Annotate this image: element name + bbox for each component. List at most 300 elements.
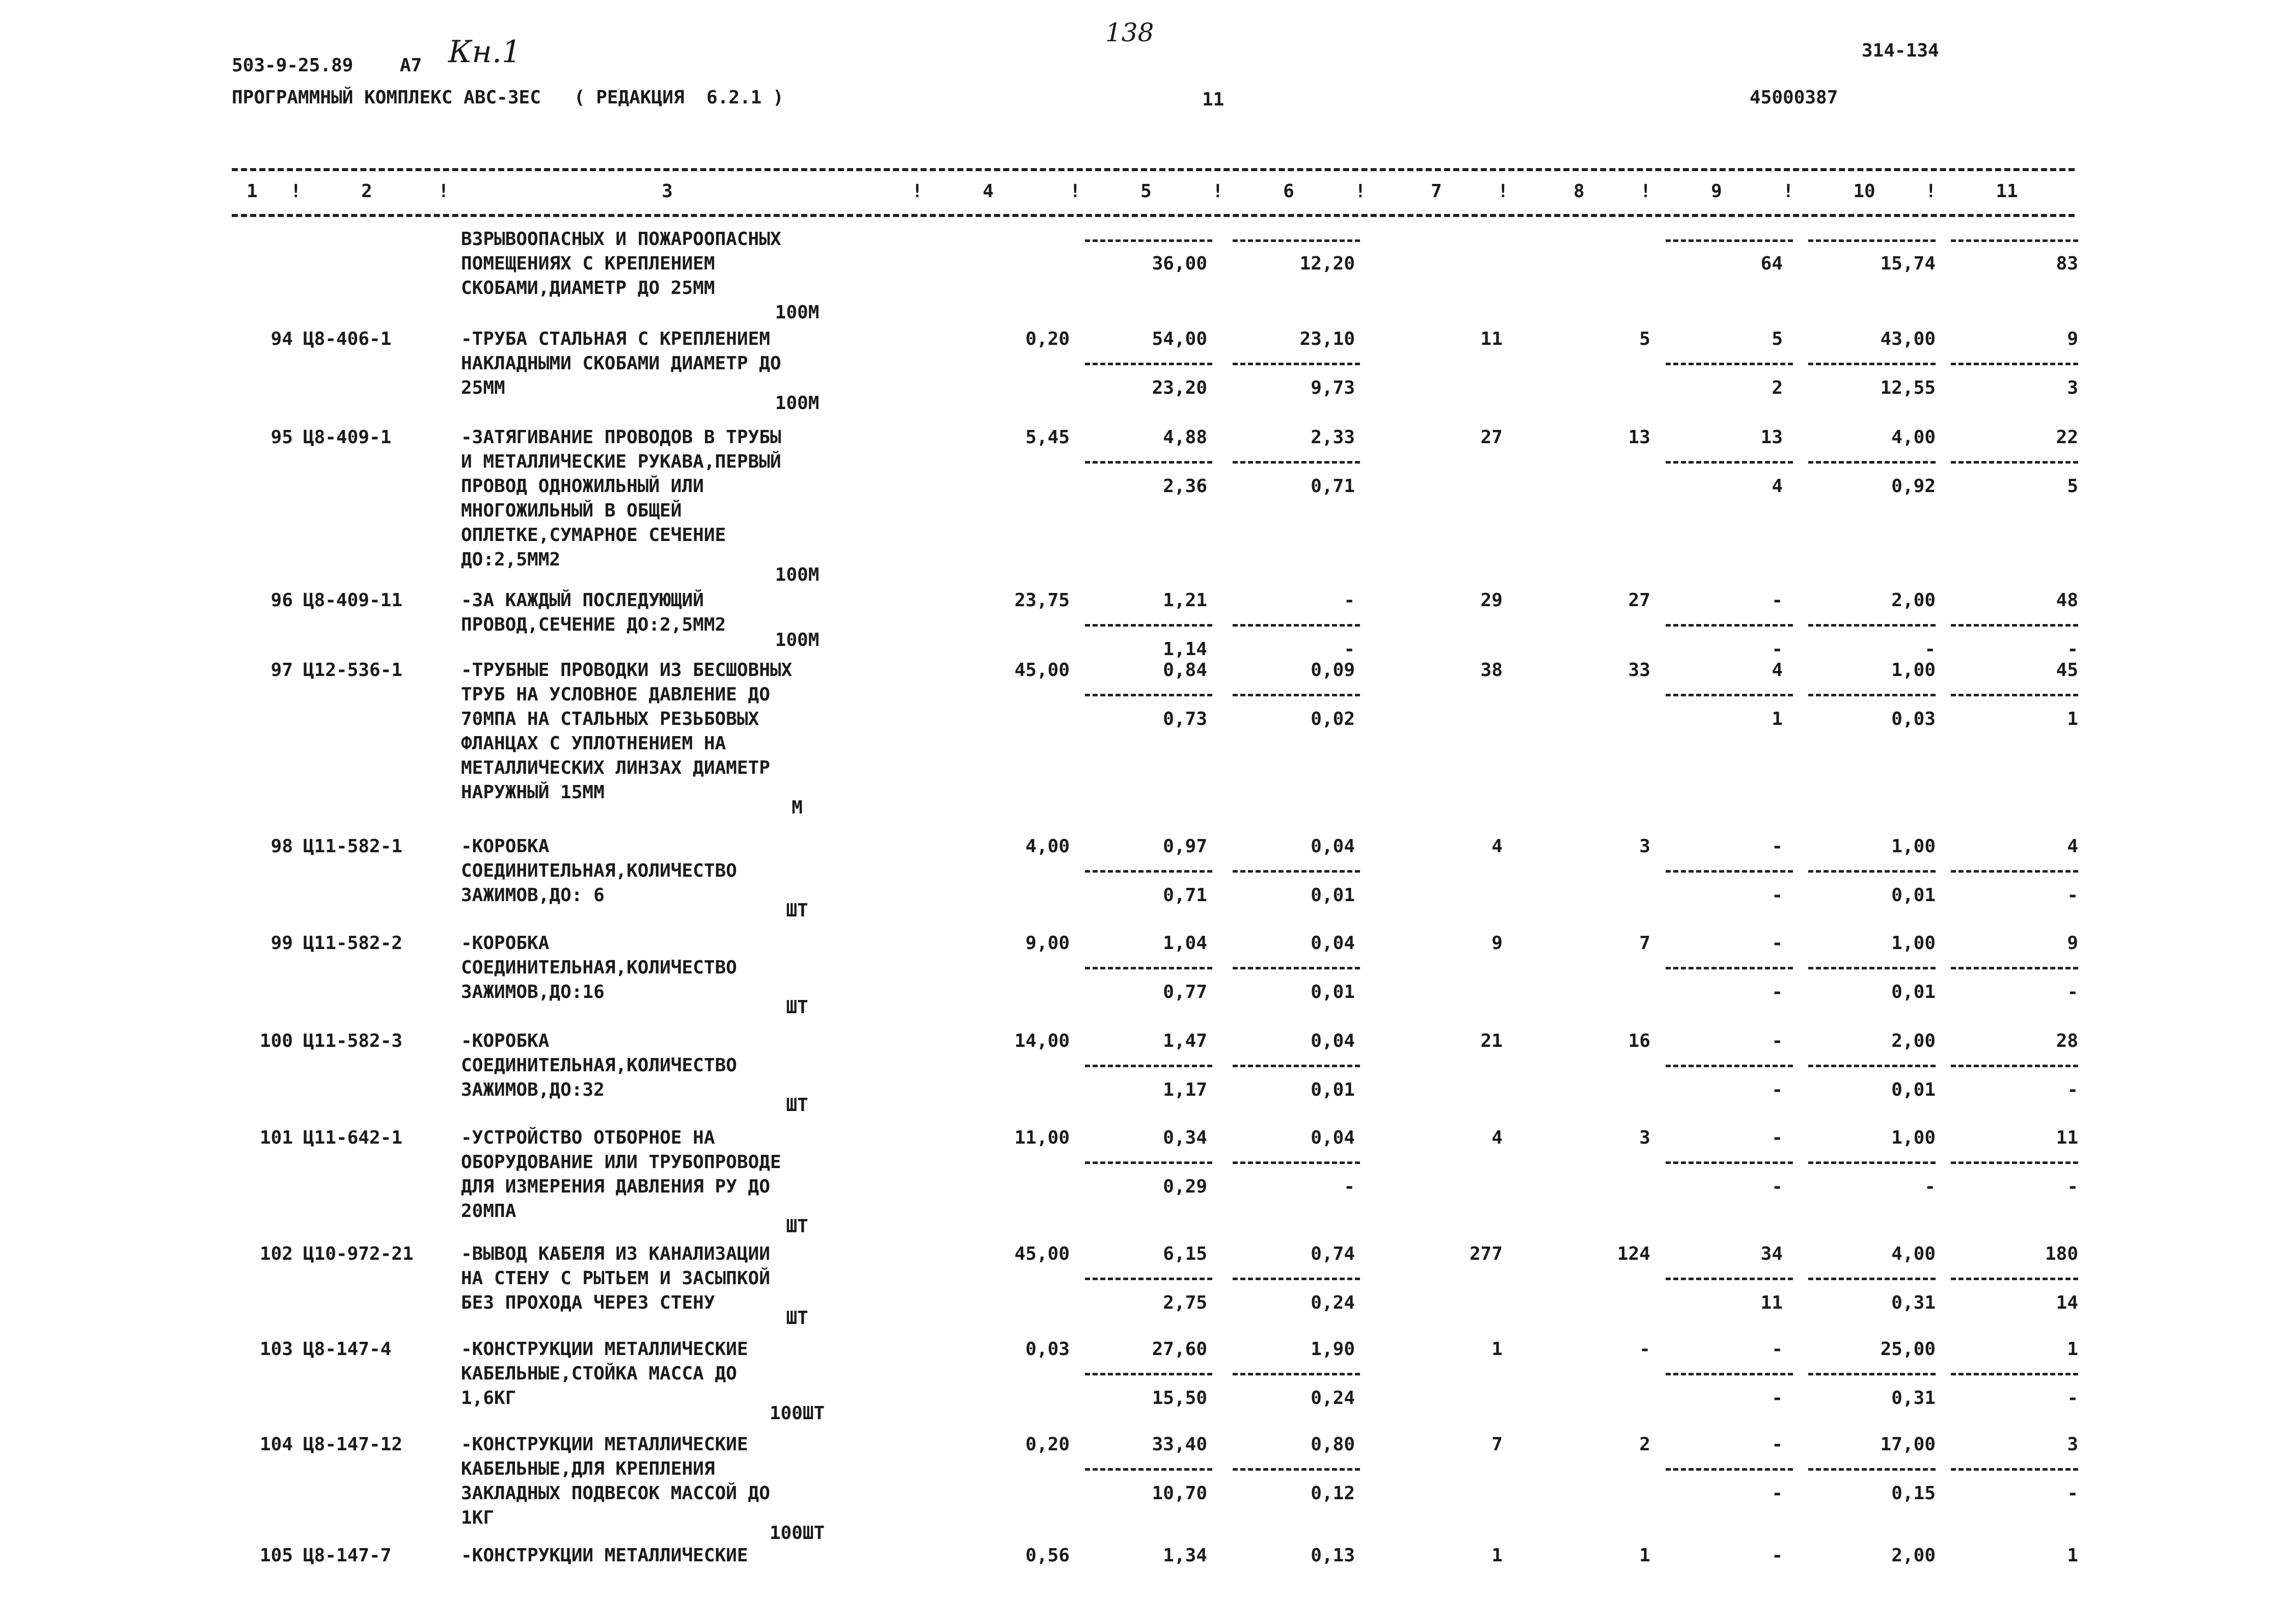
value-col9: 13 <box>1760 427 1783 448</box>
description-line: -УСТРОЙСТВО ОТБОРНОЕ НА <box>461 1127 715 1148</box>
value-col4: 4,00 <box>1025 836 1070 857</box>
value-col6: 0,04 <box>1311 933 1355 954</box>
value-col8: 7 <box>1639 933 1650 954</box>
description-line: -ВЫВОД КАБЕЛЯ ИЗ КАНАЛИЗАЦИИ <box>461 1243 770 1264</box>
value-col6: 23,10 <box>1299 329 1355 349</box>
description-line: НАРУЖНЫЙ 15ММ <box>461 782 605 803</box>
value-col4: 0,03 <box>1025 1339 1070 1360</box>
description-line: ЗАЖИМОВ,ДО:16 <box>461 982 605 1003</box>
value-col5: 1,21 <box>1163 590 1207 611</box>
value-col9: - <box>1772 1434 1783 1455</box>
divider <box>1666 967 1793 969</box>
row-code: Ц8-409-11 <box>303 590 403 611</box>
description-line: -ЗА КАЖДЫЙ ПОСЛЕДУЮЩИЙ <box>461 590 704 611</box>
description-line: ТРУБ НА УСЛОВНОЕ ДАВЛЕНИЕ ДО <box>461 684 770 705</box>
value-col10: 15,74 <box>1880 253 1936 274</box>
value-col9: - <box>1772 836 1783 857</box>
value-col4: 9,00 <box>1025 933 1070 954</box>
value-col6-second: 0,01 <box>1311 1079 1355 1100</box>
divider <box>1085 870 1212 873</box>
value-col6: 0,04 <box>1311 1031 1355 1051</box>
row-description <box>461 1029 970 1102</box>
divider <box>1233 1278 1360 1280</box>
col-separator: ! <box>1925 181 1937 202</box>
description-line: СОЕДИНИТЕЛЬНАЯ,КОЛИЧЕСТВО <box>461 860 737 881</box>
value-col4: 5,45 <box>1025 427 1070 448</box>
row-description <box>461 1544 970 1568</box>
value-col10-second: - <box>1924 1176 1936 1197</box>
row-number: 102 <box>259 1243 293 1264</box>
description-line: ОПЛЕТКЕ,СУМАРНОЕ СЕЧЕНИЕ <box>461 525 726 546</box>
value-col5: 0,97 <box>1163 836 1207 857</box>
value-col6: 12,20 <box>1299 253 1355 274</box>
value-col10-second: 0,01 <box>1891 885 1936 906</box>
row-description <box>461 588 970 637</box>
value-col5-second: 0,77 <box>1163 982 1207 1003</box>
value-col5: 33,40 <box>1152 1434 1207 1455</box>
value-col11: 1 <box>2067 1339 2078 1360</box>
description-line: -ЗАТЯГИВАНИЕ ПРОВОДОВ В ТРУБЫ <box>461 427 781 448</box>
value-col10-second: 12,55 <box>1880 377 1936 398</box>
divider <box>1808 694 1936 696</box>
divider <box>1233 239 1360 242</box>
ref-code: 314-134 <box>1862 40 1939 61</box>
description-line: КАБЕЛЬНЫЕ,СТОЙКА МАССА ДО <box>461 1363 737 1384</box>
value-col7: 21 <box>1480 1031 1503 1051</box>
divider <box>1085 1373 1212 1375</box>
page-number: 11 <box>1202 89 1224 110</box>
value-col9: - <box>1772 1545 1783 1566</box>
description-line: СОЕДИНИТЕЛЬНАЯ,КОЛИЧЕСТВО <box>461 1055 737 1076</box>
value-col9: - <box>1772 1127 1783 1148</box>
value-col11-second: 3 <box>2067 377 2078 398</box>
description-line: ПРОВОД ОДНОЖИЛЬНЫЙ ИЛИ <box>461 476 704 497</box>
description-line: -КОРОБКА <box>461 1031 550 1051</box>
value-col4: 0,20 <box>1025 329 1070 349</box>
value-col10: 1,00 <box>1891 660 1936 681</box>
col-header-9: 9 <box>1711 181 1722 202</box>
unit: 100ШТ <box>769 1403 825 1424</box>
row-description <box>461 327 970 400</box>
col-separator: ! <box>290 181 302 202</box>
divider <box>1808 1161 1936 1164</box>
description-line: БЕЗ ПРОХОДА ЧЕРЕЗ СТЕНУ <box>461 1292 715 1313</box>
row-code: Ц8-147-7 <box>303 1545 392 1566</box>
value-col6: 2,33 <box>1311 427 1355 448</box>
value-col5-second: 0,29 <box>1163 1176 1207 1197</box>
description-line: НА СТЕНУ С РЫТЬЕМ И ЗАСЫПКОЙ <box>461 1268 770 1289</box>
description-line: НАКЛАДНЫМИ СКОБАМИ ДИАМЕТР ДО <box>461 353 781 374</box>
divider <box>1808 239 1936 242</box>
value-col5: 1,04 <box>1163 933 1207 954</box>
description-line: ДО:2,5ММ2 <box>461 549 561 570</box>
value-col10-second: 0,31 <box>1891 1292 1936 1313</box>
col-separator: ! <box>1070 181 1081 202</box>
divider <box>1233 967 1360 969</box>
value-col9-second: - <box>1772 982 1783 1003</box>
divider <box>1233 1373 1360 1375</box>
divider <box>1951 967 2078 969</box>
row-number: 95 <box>270 427 293 448</box>
value-col8: 13 <box>1628 427 1650 448</box>
unit: 100ШТ <box>769 1523 825 1544</box>
divider <box>1808 1278 1936 1280</box>
description-line: ЗАЖИМОВ,ДО: 6 <box>461 885 605 906</box>
value-col9: 34 <box>1760 1243 1783 1264</box>
divider <box>1951 363 2078 365</box>
unit: 100М <box>775 630 820 651</box>
value-col10: 43,00 <box>1880 329 1936 349</box>
value-col4: 23,75 <box>1014 590 1070 611</box>
value-col6-second: - <box>1344 639 1355 660</box>
divider <box>1666 624 1793 627</box>
col-header-1: 1 <box>247 181 258 202</box>
divider <box>1085 694 1212 696</box>
value-col10: 2,00 <box>1891 1545 1936 1566</box>
value-col11-second: - <box>2067 1079 2078 1100</box>
value-col11: 45 <box>2056 660 2078 681</box>
description-line: -ТРУБНЫЕ ПРОВОДКИ ИЗ БЕСШОВНЫХ <box>461 660 793 681</box>
value-col10: 4,00 <box>1891 1243 1936 1264</box>
value-col10: 2,00 <box>1891 590 1936 611</box>
divider <box>1951 870 2078 873</box>
value-col11-second: - <box>2067 885 2078 906</box>
divider <box>1808 461 1936 464</box>
value-col9-second: - <box>1772 639 1783 660</box>
value-col6: 0,74 <box>1311 1243 1355 1264</box>
description-line: 20МПА <box>461 1201 516 1222</box>
value-col10: 17,00 <box>1880 1434 1936 1455</box>
value-col10: 1,00 <box>1891 933 1936 954</box>
divider <box>1085 624 1212 627</box>
value-col11: 9 <box>2067 329 2078 349</box>
value-col6-second: 0,24 <box>1311 1292 1355 1313</box>
value-col10-second: 0,01 <box>1891 1079 1936 1100</box>
value-col10: 25,00 <box>1880 1339 1936 1360</box>
divider <box>1951 1161 2078 1164</box>
row-number: 105 <box>259 1545 293 1566</box>
value-col6-second: 0,12 <box>1311 1483 1355 1504</box>
value-col7: 1 <box>1491 1339 1503 1360</box>
col-header-11: 11 <box>1996 181 2018 202</box>
row-code: Ц8-409-1 <box>303 427 392 448</box>
col-separator: ! <box>1212 181 1223 202</box>
value-col11: 180 <box>2045 1243 2078 1264</box>
unit: ШТ <box>786 1216 808 1237</box>
row-code: Ц10-972-21 <box>303 1243 414 1264</box>
value-col9: 4 <box>1772 660 1783 681</box>
doc-code: 503-9-25.89 <box>232 55 353 76</box>
col-separator: ! <box>438 181 449 202</box>
description-line: МНОГОЖИЛЬНЫЙ В ОБЩЕЙ <box>461 500 682 521</box>
value-col4: 45,00 <box>1014 660 1070 681</box>
description-line: КАБЕЛЬНЫЕ,ДЛЯ КРЕПЛЕНИЯ <box>461 1458 715 1479</box>
divider <box>1233 1468 1360 1471</box>
value-col11-second: - <box>2067 1388 2078 1409</box>
col-header-3: 3 <box>662 181 673 202</box>
description-line: -КОРОБКА <box>461 933 550 954</box>
value-col9-second: - <box>1772 1388 1783 1409</box>
divider <box>1085 363 1212 365</box>
row-number: 99 <box>270 933 293 954</box>
value-col6: 0,04 <box>1311 836 1355 857</box>
value-col10: 4,00 <box>1891 427 1936 448</box>
row-number: 104 <box>259 1434 293 1455</box>
description-line: МЕТАЛЛИЧЕСКИХ ЛИНЗАХ ДИАМЕТР <box>461 757 770 778</box>
row-description <box>461 1337 970 1411</box>
value-col6-second: 0,71 <box>1311 476 1355 497</box>
description-line: 1КГ <box>461 1507 495 1528</box>
divider <box>1808 363 1936 365</box>
divider <box>1666 239 1793 242</box>
divider <box>1808 1065 1936 1067</box>
row-description <box>461 1242 970 1315</box>
row-number: 96 <box>270 590 293 611</box>
divider <box>1808 624 1936 627</box>
description-line: И МЕТАЛЛИЧЕСКИЕ РУКАВА,ПЕРВЫЙ <box>461 451 781 472</box>
col-separator: ! <box>1355 181 1366 202</box>
unit: М <box>792 797 803 818</box>
value-col11-second: 14 <box>2056 1292 2078 1313</box>
divider <box>1666 870 1793 873</box>
description-line: ПРОВОД,СЕЧЕНИЕ ДО:2,5ММ2 <box>461 614 726 635</box>
value-col9: 5 <box>1772 329 1783 349</box>
description-line: -ТРУБА СТАЛЬНАЯ С КРЕПЛЕНИЕМ <box>461 329 770 349</box>
value-col11-second: - <box>2067 1483 2078 1504</box>
value-col7: 1 <box>1491 1545 1503 1566</box>
value-col5: 1,47 <box>1163 1031 1207 1051</box>
col-separator: ! <box>1783 181 1794 202</box>
value-col6-second: 0,01 <box>1311 982 1355 1003</box>
divider <box>1085 1278 1212 1280</box>
value-col11: 83 <box>2056 253 2078 274</box>
header-rule-top <box>232 168 2075 171</box>
value-col11-second: - <box>2067 639 2078 660</box>
description-line: 25ММ <box>461 377 505 398</box>
divider <box>1808 967 1936 969</box>
description-line: -КОНСТРУКЦИИ МЕТАЛЛИЧЕСКИЕ <box>461 1434 748 1455</box>
value-col9-second: 4 <box>1772 476 1783 497</box>
description-line: ЗАЖИМОВ,ДО:32 <box>461 1079 605 1100</box>
row-code: Ц11-582-2 <box>303 933 403 954</box>
col-header-2: 2 <box>361 181 372 202</box>
divider <box>1233 1161 1360 1164</box>
value-col6-second: 0,01 <box>1311 885 1355 906</box>
value-col11: 11 <box>2056 1127 2078 1148</box>
divider <box>1085 967 1212 969</box>
divider <box>1085 1161 1212 1164</box>
value-col11-second: - <box>2067 1176 2078 1197</box>
value-col8: - <box>1639 1339 1650 1360</box>
value-col6-second: 0,02 <box>1311 709 1355 729</box>
value-col9: 64 <box>1760 253 1783 274</box>
value-col8: 27 <box>1628 590 1650 611</box>
value-col7: 9 <box>1491 933 1503 954</box>
program-title: ПРОГРАММНЫЙ КОМПЛЕКС АВС-3ЕС ( РЕДАКЦИЯ 6.2.1 ) <box>232 87 784 108</box>
value-col6-second: 9,73 <box>1311 377 1355 398</box>
value-col6: 0,80 <box>1311 1434 1355 1455</box>
divider <box>1951 239 2078 242</box>
description-line: -КОНСТРУКЦИИ МЕТАЛЛИЧЕСКИЕ <box>461 1339 748 1360</box>
divider <box>1666 1161 1793 1164</box>
value-col9-second: 11 <box>1760 1292 1783 1313</box>
divider <box>1233 363 1360 365</box>
col-header-7: 7 <box>1431 181 1442 202</box>
row-number: 94 <box>270 329 293 349</box>
value-col9: - <box>1772 590 1783 611</box>
description-line: 70МПА НА СТАЛЬНЫХ РЕЗЬБОВЫХ <box>461 709 759 729</box>
value-col5-second: 2,36 <box>1163 476 1207 497</box>
divider <box>1951 1373 2078 1375</box>
value-col11-second: - <box>2067 982 2078 1003</box>
col-header-8: 8 <box>1573 181 1585 202</box>
value-col4: 45,00 <box>1014 1243 1070 1264</box>
row-number: 97 <box>270 660 293 681</box>
divider <box>1233 694 1360 696</box>
row-description <box>461 834 970 908</box>
divider <box>1951 624 2078 627</box>
value-col10-second: 0,01 <box>1891 982 1936 1003</box>
divider <box>1085 1065 1212 1067</box>
value-col4: 14,00 <box>1014 1031 1070 1051</box>
value-col7: 11 <box>1480 329 1503 349</box>
value-col8: 16 <box>1628 1031 1650 1051</box>
row-code: Ц8-147-12 <box>303 1434 403 1455</box>
description-line: ЗАКЛАДНЫХ ПОДВЕСОК МАССОЙ ДО <box>461 1483 770 1504</box>
value-col7: 277 <box>1469 1243 1503 1264</box>
row-description: ВЗРЫВООПАСНЫХ И ПОЖАРООПАСНЫХ ПОМЕЩЕНИЯХ С КРЕПЛЕНИЕМ СКОБАМИ,ДИАМЕТР ДО 25ММ <box>461 229 781 299</box>
value-col9: - <box>1772 1031 1783 1051</box>
value-col9-second: - <box>1772 1176 1783 1197</box>
value-col5-second: 0,73 <box>1163 709 1207 729</box>
value-col8: 5 <box>1639 329 1650 349</box>
value-col9: - <box>1772 1339 1783 1360</box>
value-col11: 1 <box>2067 1545 2078 1566</box>
divider <box>1666 1278 1793 1280</box>
row-code: Ц8-147-4 <box>303 1339 392 1360</box>
value-col9-second: - <box>1772 1079 1783 1100</box>
divider <box>1951 694 2078 696</box>
divider <box>1085 461 1212 464</box>
value-col5: 6,15 <box>1163 1243 1207 1264</box>
value-col7: 4 <box>1491 836 1503 857</box>
col-header-5: 5 <box>1140 181 1152 202</box>
value-col5: 54,00 <box>1152 329 1207 349</box>
description-line: ДЛЯ ИЗМЕРЕНИЯ ДАВЛЕНИЯ РУ ДО <box>461 1176 770 1197</box>
value-col5: 0,34 <box>1163 1127 1207 1148</box>
value-col11: 4 <box>2067 836 2078 857</box>
divider <box>1666 363 1793 365</box>
value-col7: 7 <box>1491 1434 1503 1455</box>
value-col9-second: - <box>1772 1483 1783 1504</box>
divider <box>1951 1278 2078 1280</box>
value-col9: - <box>1772 933 1783 954</box>
value-col6: - <box>1344 590 1355 611</box>
value-col8: 1 <box>1639 1545 1650 1566</box>
value-col6: 1,90 <box>1311 1339 1355 1360</box>
value-col10: 1,00 <box>1891 1127 1936 1148</box>
divider <box>1666 461 1793 464</box>
value-col8: 124 <box>1617 1243 1650 1264</box>
value-col7: 38 <box>1480 660 1503 681</box>
value-col11: 3 <box>2067 1434 2078 1455</box>
row-description <box>461 1126 970 1224</box>
doc-number: 45000387 <box>1750 87 1838 108</box>
row-code: Ц11-582-1 <box>303 836 403 857</box>
value-col4: 0,56 <box>1025 1545 1070 1566</box>
divider <box>1233 870 1360 873</box>
value-col11: 9 <box>2067 933 2078 954</box>
divider <box>1085 239 1212 242</box>
divider <box>1666 1373 1793 1375</box>
handwritten-book-label: Кн.1 <box>448 34 522 70</box>
row-code: Ц11-642-1 <box>303 1127 403 1148</box>
value-col10-second: - <box>1924 639 1936 660</box>
row-code: Ц11-582-3 <box>303 1031 403 1051</box>
value-col5: 27,60 <box>1152 1339 1207 1360</box>
value-col6-second: - <box>1344 1176 1355 1197</box>
row-number: 101 <box>259 1127 293 1148</box>
row-code: Ц8-406-1 <box>303 329 392 349</box>
value-col7: 27 <box>1480 427 1503 448</box>
value-col5-second: 2,75 <box>1163 1292 1207 1313</box>
header-rule-bottom <box>232 214 2075 217</box>
col-header-4: 4 <box>983 181 994 202</box>
row-code: Ц12-536-1 <box>303 660 403 681</box>
divider <box>1808 1373 1936 1375</box>
value-col5-second: 10,70 <box>1152 1483 1207 1504</box>
value-col5: 1,34 <box>1163 1545 1207 1566</box>
divider <box>1085 1468 1212 1471</box>
row-description <box>461 425 970 572</box>
col-separator: ! <box>1640 181 1651 202</box>
value-col6: 0,04 <box>1311 1127 1355 1148</box>
value-col8: 3 <box>1639 836 1650 857</box>
divider <box>1808 870 1936 873</box>
divider <box>1666 694 1793 696</box>
unit: ШТ <box>786 997 808 1018</box>
divider <box>1233 624 1360 627</box>
description-line: СОЕДИНИТЕЛЬНАЯ,КОЛИЧЕСТВО <box>461 957 737 978</box>
col-separator: ! <box>1498 181 1509 202</box>
divider <box>1951 461 2078 464</box>
row-number: 98 <box>270 836 293 857</box>
value-col8: 33 <box>1628 660 1650 681</box>
divider <box>1666 1065 1793 1067</box>
value-col8: 3 <box>1639 1127 1650 1148</box>
divider <box>1951 1468 2078 1471</box>
value-col5: 4,88 <box>1163 427 1207 448</box>
value-col5: 0,84 <box>1163 660 1207 681</box>
row-description <box>461 931 970 1005</box>
value-col5-second: 0,71 <box>1163 885 1207 906</box>
value-col5-second: 15,50 <box>1152 1388 1207 1409</box>
value-col9-second: - <box>1772 885 1783 906</box>
unit: 100М <box>775 564 820 585</box>
value-col4: 0,20 <box>1025 1434 1070 1455</box>
value-col7: 4 <box>1491 1127 1503 1148</box>
description-line: 1,6КГ <box>461 1388 516 1409</box>
value-col11: 28 <box>2056 1031 2078 1051</box>
col-separator: ! <box>912 181 923 202</box>
value-col10: 1,00 <box>1891 836 1936 857</box>
value-col5-second: 1,14 <box>1163 639 1207 660</box>
row-description <box>461 1432 970 1530</box>
value-col10-second: 0,15 <box>1891 1483 1936 1504</box>
value-col9-second: 1 <box>1772 709 1783 729</box>
unit: ШТ <box>786 900 808 921</box>
handwritten-page-number: 138 <box>1105 18 1154 47</box>
